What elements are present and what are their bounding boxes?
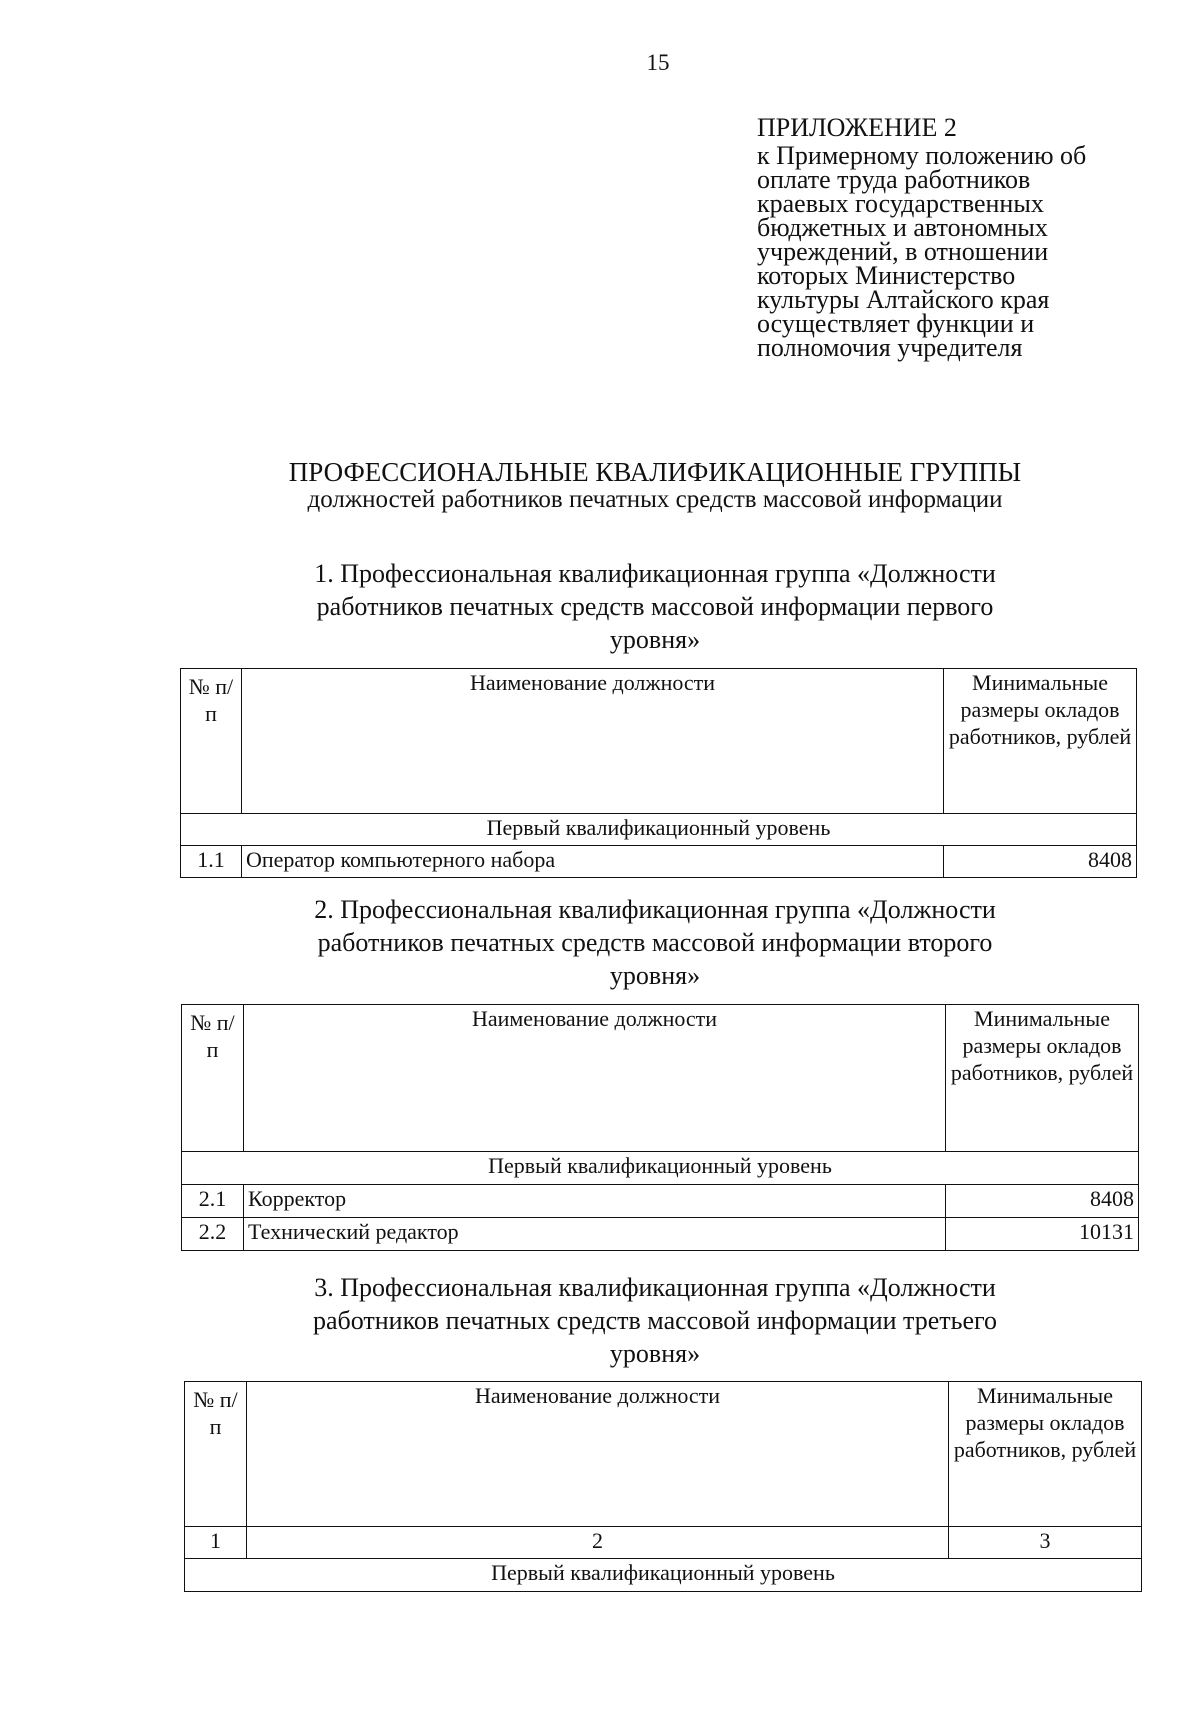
section-heading-line: 2. Профессиональная квалификационная группа «Должности — [314, 895, 996, 924]
header-name: Наименование должности — [244, 1005, 946, 1152]
appendix-line: культуры Алтайского края — [757, 285, 1050, 314]
header-num: № п/п — [181, 669, 242, 814]
appendix-title: ПРИЛОЖЕНИЕ 2 — [757, 113, 957, 142]
row-salary: 10131 — [946, 1218, 1139, 1251]
header-min-salary: Минимальные размеры окладов работников, рублей — [949, 1382, 1142, 1527]
row-salary: 8408 — [944, 846, 1137, 878]
section-heading-line: уровня» — [609, 625, 701, 654]
row-position: Технический редактор — [244, 1218, 946, 1251]
page-number: 15 — [646, 50, 670, 75]
section-1-table — [180, 668, 1137, 878]
header-name: Наименование должности — [247, 1382, 949, 1527]
section-heading-line: 3. Профессиональная квалификационная группа «Должности — [314, 1273, 996, 1302]
appendix-line: полномочия учредителя — [757, 333, 1023, 362]
section-3-table — [184, 1381, 1142, 1592]
row-salary: 8408 — [946, 1185, 1139, 1218]
appendix-line: краевых государственных — [757, 189, 1044, 218]
level-row: Первый квалификационный уровень — [185, 1559, 1142, 1592]
header-num: № п/п — [185, 1382, 247, 1527]
column-index-2: 2 — [247, 1527, 949, 1559]
document-subtitle: должностей работников печатных средств массовой информации — [307, 486, 1003, 513]
section-heading-line: работников печатных средств массовой информации первого — [316, 592, 994, 621]
section-3-heading — [0, 1271, 1200, 1370]
column-index-3: 3 — [949, 1527, 1142, 1559]
row-position: Корректор — [244, 1185, 946, 1218]
column-index-1: 1 — [185, 1527, 247, 1559]
section-heading-line: уровня» — [609, 961, 701, 990]
section-2-heading — [0, 893, 1200, 992]
appendix-line: осуществляет функции и — [757, 309, 1035, 338]
appendix-line: учреждений, в отношении — [757, 237, 1049, 266]
section-heading-line: 1. Профессиональная квалификационная группа «Должности — [314, 559, 996, 588]
section-2-table — [181, 1004, 1139, 1251]
section-heading-line: работников печатных средств массовой информации второго — [317, 928, 993, 957]
document-title: ПРОФЕССИОНАЛЬНЫЕ КВАЛИФИКАЦИОННЫЕ ГРУППЫ — [288, 457, 1022, 487]
header-min-salary: Минимальные размеры окладов работников, рублей — [946, 1005, 1139, 1152]
level-row: Первый квалификационный уровень — [182, 1152, 1139, 1185]
appendix-line: оплате труда работников — [757, 165, 1031, 194]
appendix-block — [757, 114, 1157, 360]
row-num: 1.1 — [181, 846, 242, 878]
header-name: Наименование должности — [242, 669, 944, 814]
row-num: 2.1 — [182, 1185, 244, 1218]
appendix-line: бюджетных и автономных — [757, 213, 1048, 242]
appendix-line: которых Министерство — [757, 261, 1016, 290]
section-heading-line: работников печатных средств массовой информации третьего — [312, 1306, 998, 1335]
row-num: 2.2 — [182, 1218, 244, 1251]
appendix-line: к Примерному положению об — [757, 141, 1087, 170]
header-num: № п/п — [182, 1005, 244, 1152]
row-position: Оператор компьютерного набора — [242, 846, 944, 878]
section-1-heading — [0, 557, 1200, 656]
section-heading-line: уровня» — [609, 1339, 701, 1368]
level-row: Первый квалификационный уровень — [181, 814, 1137, 846]
header-min-salary: Минимальные размеры окладов работников, рублей — [944, 669, 1137, 814]
